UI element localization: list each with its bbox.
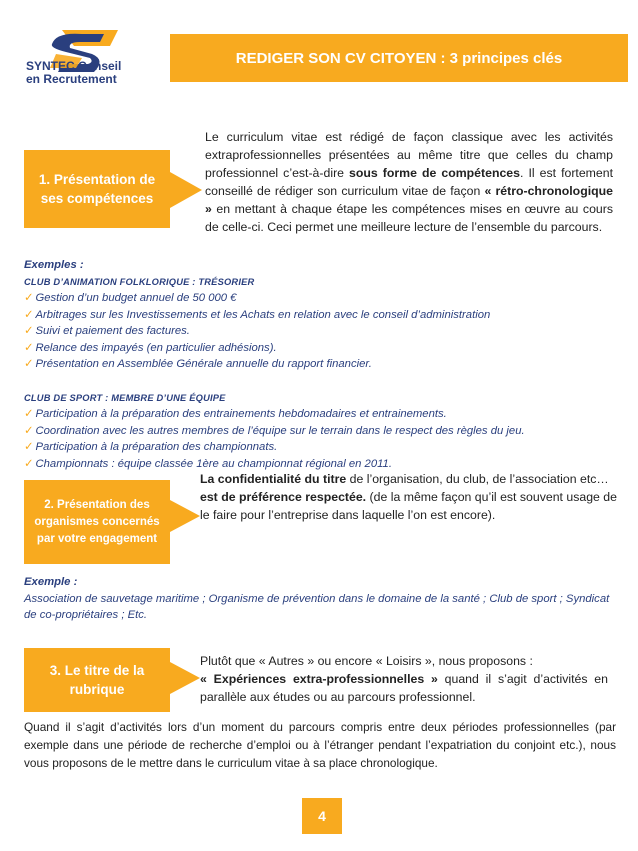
club2-item-2: ✓ Coordination avec les autres membres de l’équipe sur le terrain dans le respect des règles du jeu. [24, 424, 525, 437]
section1-text-b: . Il est fortement conseillé de rédiger son curriculum vitae de façon [205, 166, 614, 198]
section2-arrow-icon [170, 500, 200, 532]
section1-bold-competences: sous forme de compétences [349, 166, 520, 180]
section1-label-box [24, 150, 170, 228]
section1-bold-retro: « rétro-chronologique » [205, 184, 613, 216]
club1-item-4: ✓ Relance des impayés (en particulier adhésions). [24, 341, 277, 354]
section3-text-b: quand il s’agit d’activités en parallèle aux études ou au parcours professionnel. [200, 672, 608, 704]
page-title: REDIGER SON CV CITOYEN : 3 principes clés [170, 34, 628, 82]
section3-paragraph [200, 670, 608, 706]
section2-bold-respected: est de préférence respectée. [200, 490, 367, 504]
club2-item-1: ✓ Participation à la préparation des entrainements hebdomadaires et entrainements. [24, 408, 447, 420]
section3-bold-experiences: « Expériences extra-professionnelles » [200, 672, 438, 686]
section2-label-box [24, 480, 170, 564]
section2-text-a: de l’organisation, du club, de l’association etc… [346, 472, 609, 486]
page-number: 4 [302, 798, 342, 834]
examples1-heading: Exemples : [24, 259, 84, 271]
section1-text-c: en mettant à chaque étape les compétences mises en œuvre au cours de celle-ci. Ceci permet une meilleure lecture de l’ensemble du parcours. [205, 202, 613, 234]
section2-label-line1: 2. Présentation des [44, 498, 150, 511]
section3-label-line2: rubrique [69, 682, 125, 697]
club2-item-3: ✓ Participation à la préparation des championnats. [24, 441, 278, 453]
club1-title: CLUB D’ANIMATION FOLKLORIQUE : TRÉSORIER [24, 276, 255, 287]
examples2-heading: Exemple : [24, 576, 78, 588]
section3-footer-paragraph: Quand il s’agit d’activités lors d’un moment du parcours compris entre deux périodes professionnelles (par exemple dans une période de recherche d’emploi ou à l’étranger pendant l’expatriation du conjoint etc.), nous vous proposons de le mettre dans le curriculum vitae à sa place chronologique. [24, 720, 616, 770]
club1-item-2: ✓ Arbitrages sur les Investissements et les Achats en relation avec le conseil d’administration [24, 308, 491, 321]
logo-line1: SYNTEC Conseil [26, 59, 122, 73]
examples2-text: Association de sauvetage maritime ; Organisme de prévention dans le domaine de la santé ; Club de sport ; Syndicat de co-propriétaires ; Etc. [24, 592, 610, 621]
club1-item-3: ✓ Suivi et paiement des factures. [24, 325, 190, 337]
section2-bold-title: La confidentialité du titre [200, 472, 347, 486]
section2-label-line3: par votre engagement [36, 532, 158, 545]
club1-item-5: ✓ Présentation en Assemblée Générale annuelle du rapport financier. [24, 358, 372, 370]
section1-arrow-icon [170, 172, 202, 208]
section3-label-box [24, 648, 170, 712]
club2-title: CLUB DE SPORT : MEMBRE D’UNE ÉQUIPE [24, 392, 226, 403]
section1-text-a: Le curriculum vitae est rédigé de façon classique avec les activités extraprofessionnelles présentées au même titre que celles du champ professionnel c’est-à-dire [205, 130, 613, 180]
club2-item-4: ✓ Championnats : équipe classée 1ère au championnat régional en 2011. [24, 457, 392, 470]
examples2-block [24, 574, 624, 624]
section3-label-line1: 3. Le titre de la [49, 663, 145, 678]
section1-label-line1: 1. Présentation de [38, 172, 156, 187]
logo-text [26, 60, 121, 86]
club1-item-1: ✓ Gestion d’un budget annuel de 50 000 € [24, 292, 237, 304]
section2-text-b: (de la même façon qu’il est souvent usage de le faire pour l’entreprise dans laquelle l’on est encore). [200, 490, 617, 522]
section3-arrow-icon [170, 662, 200, 694]
section3-line1: Plutôt que « Autres » ou encore « Loisirs », nous proposons : [200, 654, 533, 668]
section1-label-line2: ses compétences [40, 191, 154, 206]
section2-label-line2: organismes concernés [34, 515, 160, 528]
section1-paragraph [205, 128, 613, 236]
examples1-block [24, 257, 624, 472]
logo-line2: en Recrutement [26, 72, 117, 86]
section2-paragraph [200, 470, 620, 524]
